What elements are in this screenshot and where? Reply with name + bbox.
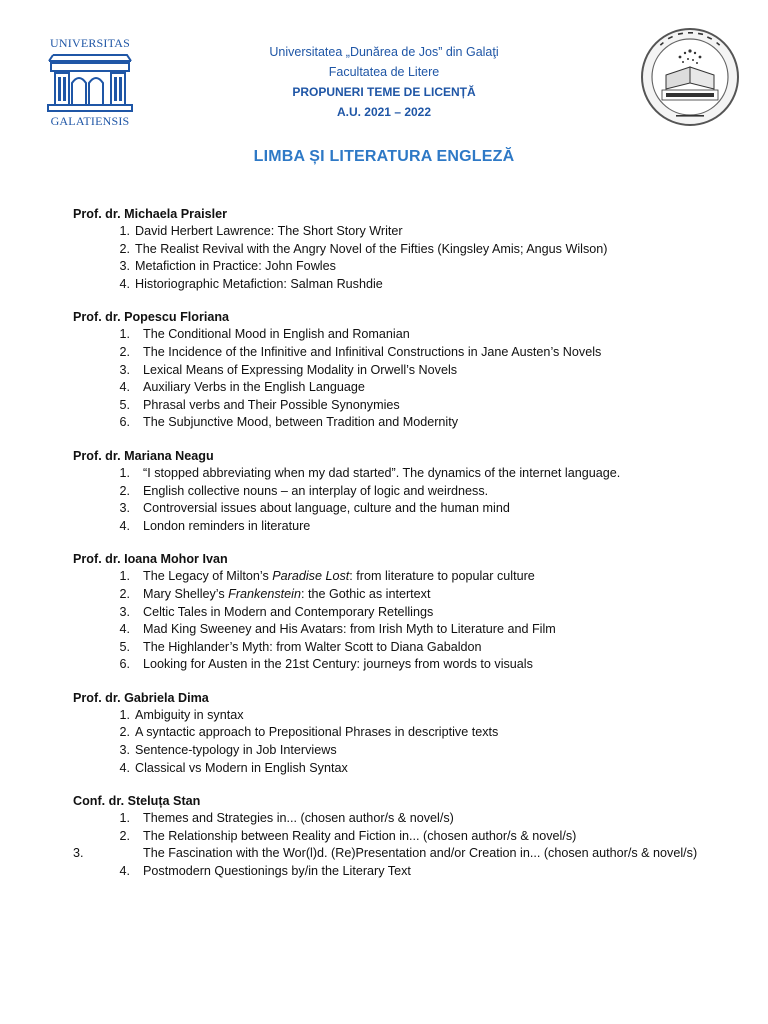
item-text: Celtic Tales in Modern and Contemporary Retellings — [143, 604, 434, 619]
professor-name: Prof. dr. Michaela Praisler — [73, 207, 227, 221]
item-number: 6. — [119, 415, 130, 430]
section-neagu — [73, 447, 698, 535]
item-number: 5. — [119, 397, 130, 412]
item-number: 3. — [119, 362, 130, 377]
item-number: 1. — [119, 707, 130, 722]
document-heading: PROPUNERI TEME DE LICENȚĂ — [292, 85, 476, 99]
item-text-part: : the Gothic as intertext — [300, 586, 431, 601]
item-number: 3. — [119, 743, 130, 758]
item-number: 2. — [119, 483, 130, 498]
list-item — [73, 258, 698, 276]
list-item — [73, 656, 698, 674]
topics-list — [73, 205, 698, 896]
section-mohor-ivan — [73, 550, 698, 674]
document-header — [0, 0, 768, 130]
list-item — [73, 465, 698, 483]
faculty-seal — [640, 27, 740, 127]
list-item — [73, 828, 698, 846]
logo-bottom-text: GALATIENSIS — [50, 114, 130, 128]
list-item — [73, 326, 698, 344]
item-number: 1. — [119, 327, 130, 342]
item-text — [143, 587, 430, 601]
list-item — [73, 604, 698, 622]
item-number: 2. — [119, 344, 130, 359]
item-text: A syntactic approach to Prepositional Phrases in descriptive texts — [135, 725, 499, 740]
list-item — [73, 568, 698, 586]
list-item — [73, 724, 698, 742]
list-item — [73, 397, 698, 415]
item-text: Classical vs Modern in English Syntax — [135, 760, 348, 775]
item-number: 3. — [119, 604, 130, 619]
professor-name: Prof. dr. Popescu Floriana — [73, 310, 230, 325]
item-number: 3. — [73, 846, 84, 861]
academic-year: A.U. 2021 – 2022 — [336, 105, 432, 119]
item-number: 5. — [119, 639, 130, 654]
list-item — [73, 500, 698, 518]
seal-icon — [640, 27, 740, 127]
list-item — [73, 863, 698, 881]
item-number: 4. — [119, 622, 130, 637]
item-number: 2. — [119, 725, 130, 740]
item-number: 4. — [119, 276, 130, 291]
list-item — [73, 241, 698, 259]
list-item — [73, 379, 698, 397]
list-item — [73, 518, 698, 536]
logo-top-text: UNIVERSITAS — [50, 36, 130, 50]
university-logo — [40, 36, 140, 132]
building-icon — [45, 51, 135, 113]
list-item — [73, 621, 698, 639]
item-number: 3. — [119, 259, 130, 274]
professor-name: Prof. dr. Ioana Mohor Ivan — [73, 552, 228, 567]
item-text: Historiographic Metafiction: Salman Rushdie — [135, 276, 383, 291]
header-text — [184, 42, 584, 122]
item-text: Looking for Austen in the 21st Century: journeys from words to visuals — [143, 657, 533, 672]
item-text: Ambiguity in syntax — [135, 707, 244, 722]
item-text: Themes and Strategies in... (chosen author/s & novel/s) — [143, 811, 454, 826]
item-number: 4. — [119, 380, 130, 395]
item-text-part: Mary Shelley’s — [143, 586, 229, 601]
list-item — [73, 586, 698, 604]
professor-name: Prof. dr. Gabriela Dima — [73, 690, 209, 705]
list-item — [73, 362, 698, 380]
item-title-italic: Paradise Lost — [272, 569, 350, 584]
list-item — [73, 276, 698, 294]
item-text: The Incidence of the Infinitive and Infinitival Constructions in Jane Austen’s Novels — [143, 344, 602, 359]
item-text: Auxiliary Verbs in the English Language — [143, 380, 365, 395]
item-text: The Relationship between Reality and Fiction in... (chosen author/s & novel/s) — [143, 828, 577, 843]
item-text: The Fascination with the Wor(l)d. (Re)Presentation and/or Creation in... (chosen author/s & novel/s) — [143, 846, 698, 861]
item-number: 2. — [119, 586, 130, 601]
item-number: 6. — [119, 657, 130, 672]
university-name: Universitatea „Dunărea de Jos” din Galaţi — [269, 45, 499, 59]
list-item — [73, 414, 698, 432]
item-number: 1. — [119, 811, 130, 826]
main-title: LIMBA ȘI LITERATURA ENGLEZĂ — [253, 148, 515, 165]
item-text: The Highlander’s Myth: from Walter Scott to Diana Gabaldon — [143, 639, 482, 654]
item-text: Phrasal verbs and Their Possible Synonymies — [143, 397, 400, 412]
item-text: The Realist Revival with the Angry Novel of the Fifties (Kingsley Amis; Angus Wilson) — [135, 241, 608, 256]
item-title-italic: Frankenstein — [228, 586, 301, 601]
item-text: London reminders in literature — [143, 518, 311, 533]
item-number: 1. — [119, 569, 130, 584]
item-number: 2. — [119, 828, 130, 843]
item-number: 2. — [119, 241, 130, 256]
section-dima — [73, 689, 698, 777]
item-number: 4. — [119, 864, 130, 879]
item-text: The Conditional Mood in English and Romanian — [143, 327, 410, 342]
professor-name: Conf. dr. Steluța Stan — [73, 794, 201, 809]
faculty-name: Facultatea de Litere — [328, 65, 440, 79]
list-item — [73, 760, 698, 778]
item-text: The Subjunctive Mood, between Tradition and Modernity — [143, 415, 459, 430]
item-text: “I stopped abbreviating when my dad started”. The dynamics of the internet language. — [143, 465, 621, 480]
section-popescu — [73, 308, 698, 432]
item-text: Mad King Sweeney and His Avatars: from Irish Myth to Literature and Film — [143, 622, 556, 637]
item-number: 4. — [119, 760, 130, 775]
item-text-part: The Legacy of Milton’s — [143, 569, 273, 584]
item-number: 1. — [119, 224, 130, 238]
item-text: Postmodern Questionings by/in the Literary Text — [143, 864, 411, 879]
list-item — [73, 845, 698, 863]
section-praisler — [73, 205, 698, 293]
item-text: Lexical Means of Expressing Modality in Orwell’s Novels — [143, 362, 458, 377]
item-text — [143, 569, 535, 583]
item-number: 1. — [119, 465, 130, 480]
item-text-part: : from literature to popular culture — [349, 569, 535, 584]
item-text: Metafiction in Practice: John Fowles — [135, 259, 336, 274]
professor-name: Prof. dr. Mariana Neagu — [73, 448, 214, 463]
list-item — [73, 742, 698, 760]
item-text: David Herbert Lawrence: The Short Story Writer — [135, 224, 403, 238]
item-text: Controversial issues about language, culture and the human mind — [143, 501, 510, 516]
section-stan — [73, 792, 698, 880]
list-item — [73, 344, 698, 362]
item-number: 4. — [119, 518, 130, 533]
list-item — [73, 483, 698, 501]
item-text: Sentence-typology in Job Interviews — [135, 743, 337, 758]
item-text: English collective nouns – an interplay of logic and weirdness. — [143, 483, 489, 498]
list-item — [73, 810, 698, 828]
list-item — [73, 223, 698, 241]
item-number: 3. — [119, 501, 130, 516]
list-item — [73, 707, 698, 725]
list-item — [73, 639, 698, 657]
